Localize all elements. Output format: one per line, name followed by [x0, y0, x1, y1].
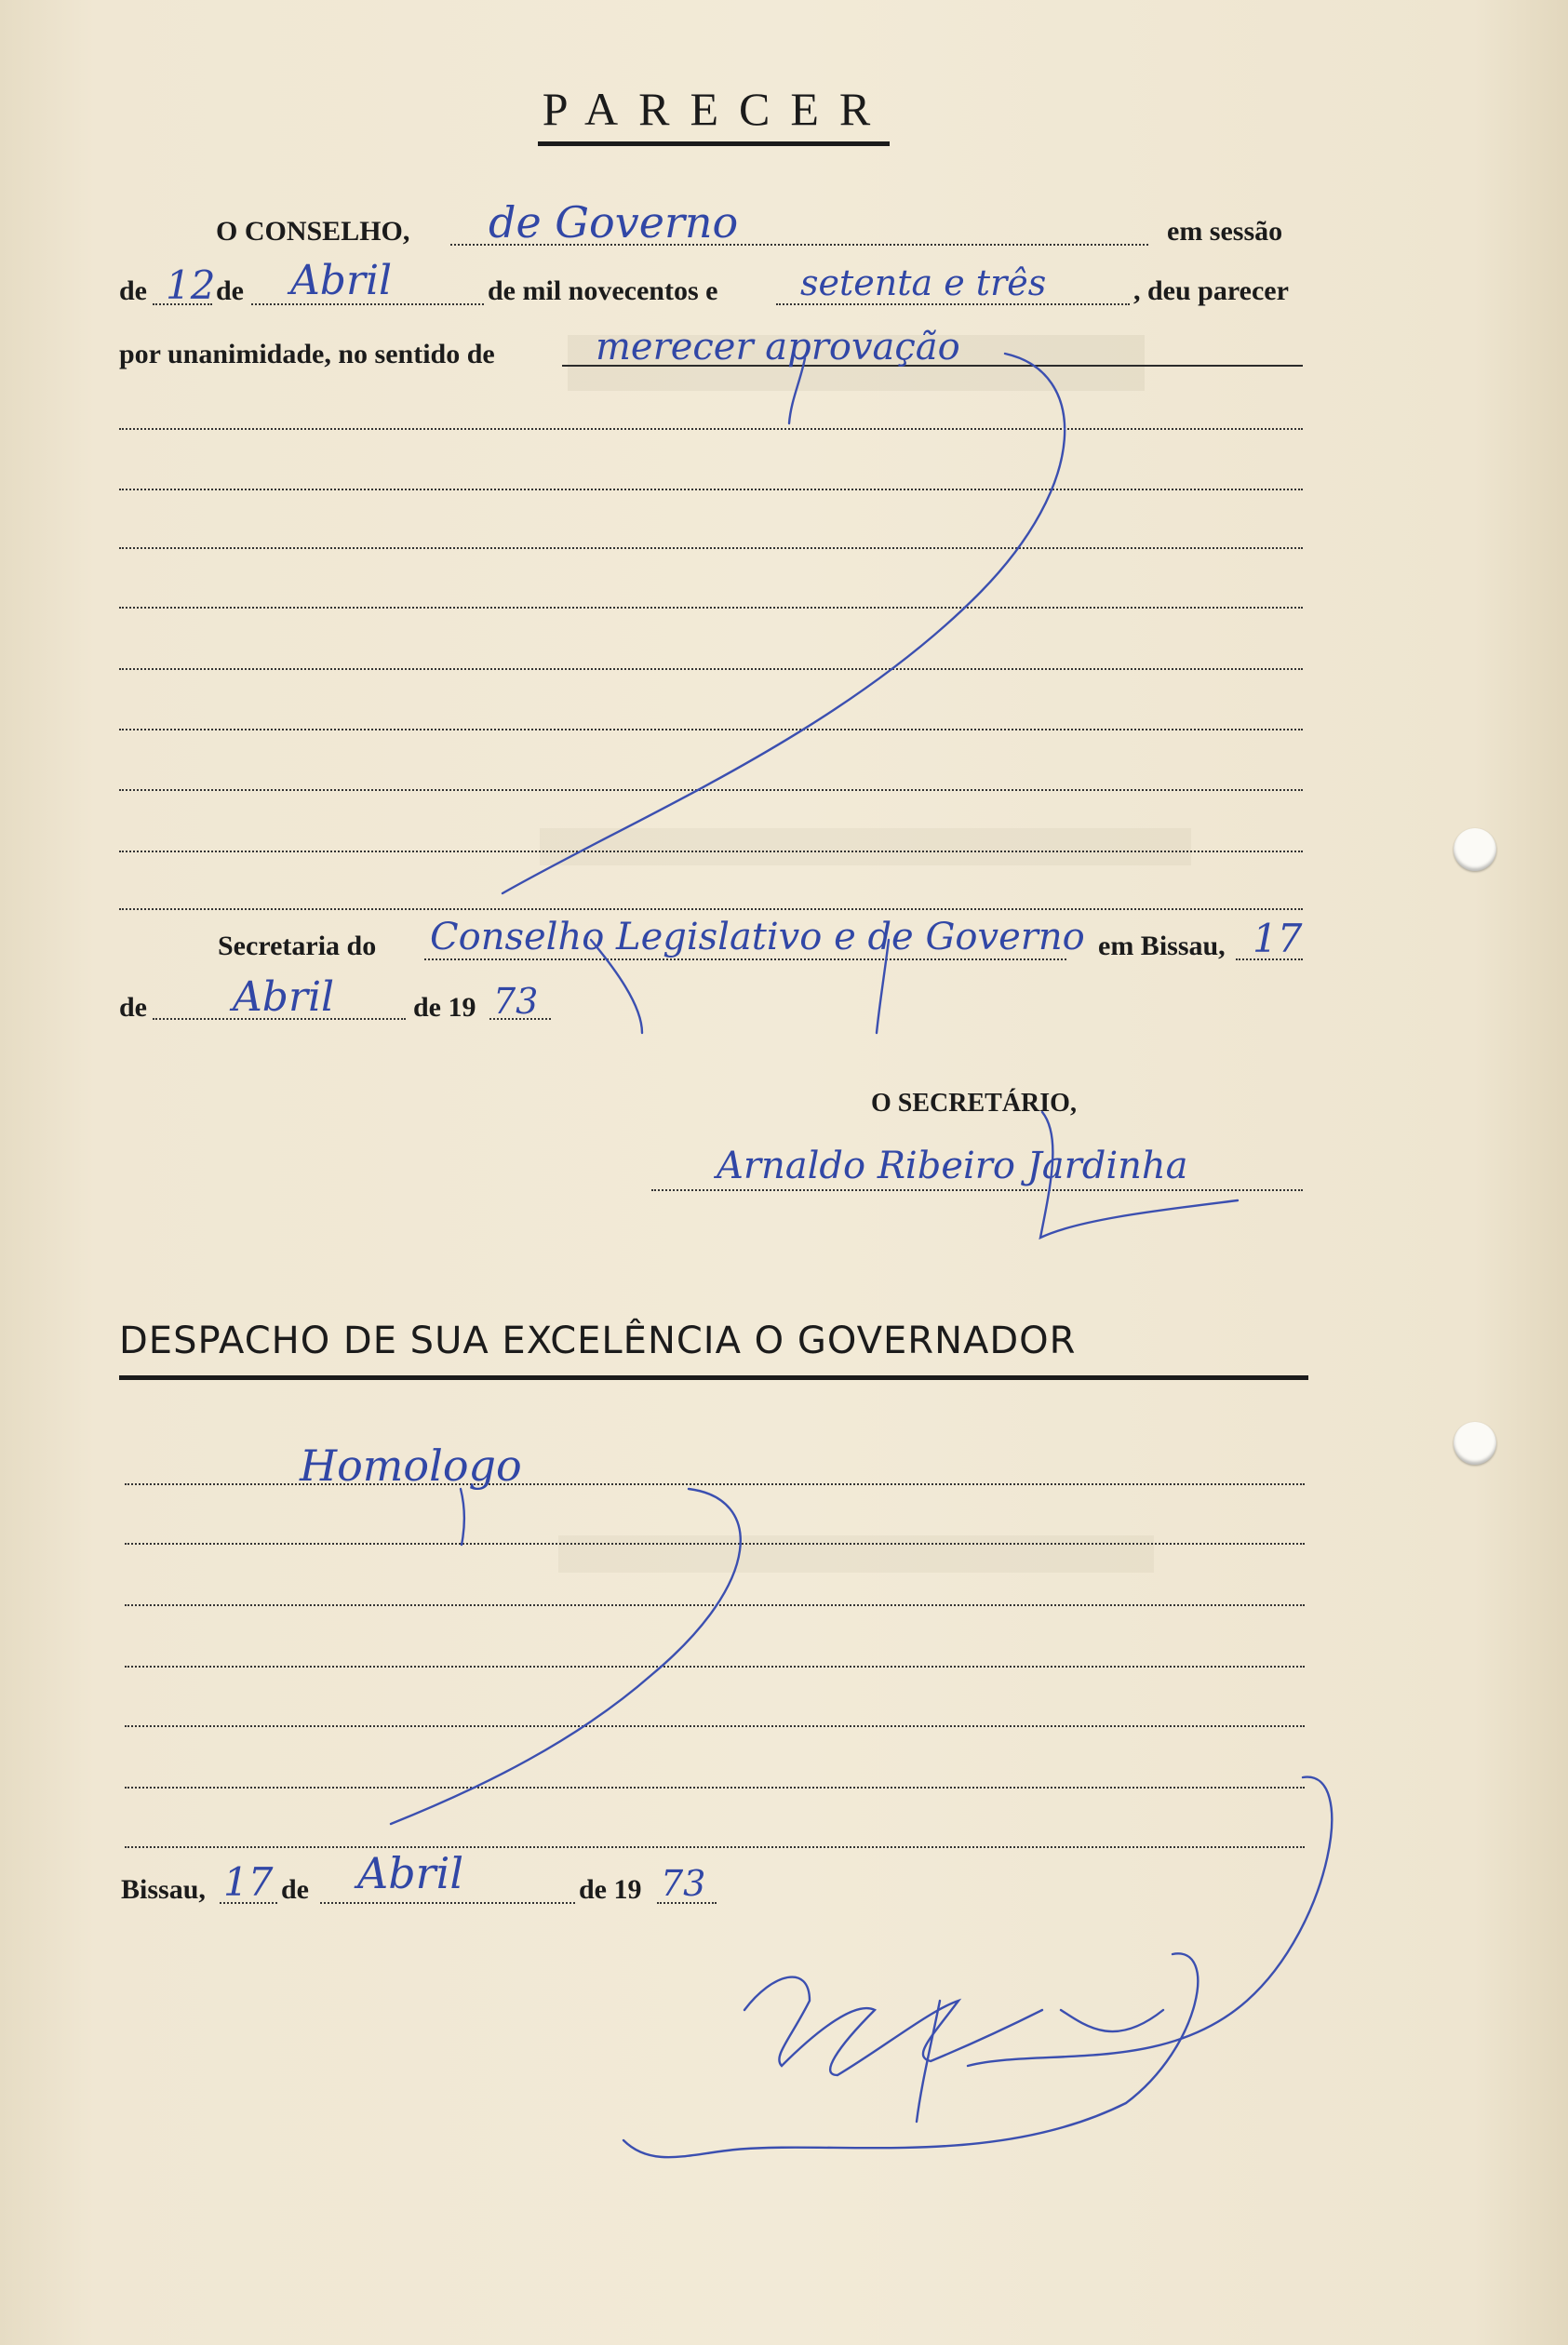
cancellation-line: [391, 1489, 741, 1824]
session-label: em sessão: [1167, 216, 1283, 247]
cancellation-line: [789, 358, 805, 423]
year-value: setenta e três: [800, 262, 1047, 303]
secretariat-year: 73: [493, 981, 539, 1022]
opinion-suffix: , deu parecer: [1133, 275, 1289, 306]
day-value: 12: [166, 262, 216, 308]
opinion-value: merecer aprovação: [596, 326, 960, 368]
dispatch-heading: DESPACHO DE SUA EXCELÊNCIA O GOVERNADOR: [119, 1320, 1077, 1362]
secretariat-value: Conselho Legislativo e de Governo: [430, 916, 1085, 958]
secretariat-year-label: de 19: [413, 992, 476, 1023]
secretariat-label: Secretaria do: [218, 931, 377, 961]
dispatch-month-label: de: [281, 1874, 309, 1905]
cancellation-line: [591, 940, 642, 1033]
unanimity-label: por unanimidade, no sentido de: [119, 339, 495, 369]
document-title: PARECER: [542, 83, 891, 135]
day-prefix: de: [119, 275, 147, 306]
dispatch-decision: Homologo: [300, 1440, 522, 1491]
signature-flourish: [1040, 1112, 1238, 1238]
secretariat-month-prefix: de: [119, 992, 147, 1023]
cancellation-line: [461, 1489, 464, 1545]
secretariat-day: 17: [1253, 916, 1303, 961]
month-prefix: de: [216, 275, 244, 306]
governor-signature: [1061, 2010, 1163, 2031]
dispatch-year: 73: [661, 1863, 706, 1904]
governor-signature: [623, 1953, 1198, 2157]
dispatch-month: Abril: [357, 1848, 464, 1898]
dispatch-year-label: de 19: [579, 1874, 642, 1905]
cancellation-line: [877, 940, 889, 1033]
secretary-signature: Arnaldo Ribeiro Jardinha: [717, 1145, 1188, 1187]
council-value: de Governo: [489, 197, 739, 248]
secretary-label: O SECRETÁRIO,: [871, 1089, 1077, 1118]
governor-signature: [968, 1777, 1332, 2066]
place-label: em Bissau,: [1098, 931, 1226, 961]
governor-signature: [917, 2001, 940, 2122]
dispatch-day: 17: [223, 1859, 274, 1905]
dispatch-place-label: Bissau,: [121, 1874, 206, 1905]
year-prefix: de mil novecentos e: [488, 275, 718, 306]
secretariat-month: Abril: [233, 973, 335, 1021]
cancellation-line: [503, 354, 1065, 893]
month-value: Abril: [290, 257, 393, 304]
council-label: O CONSELHO,: [216, 216, 410, 247]
